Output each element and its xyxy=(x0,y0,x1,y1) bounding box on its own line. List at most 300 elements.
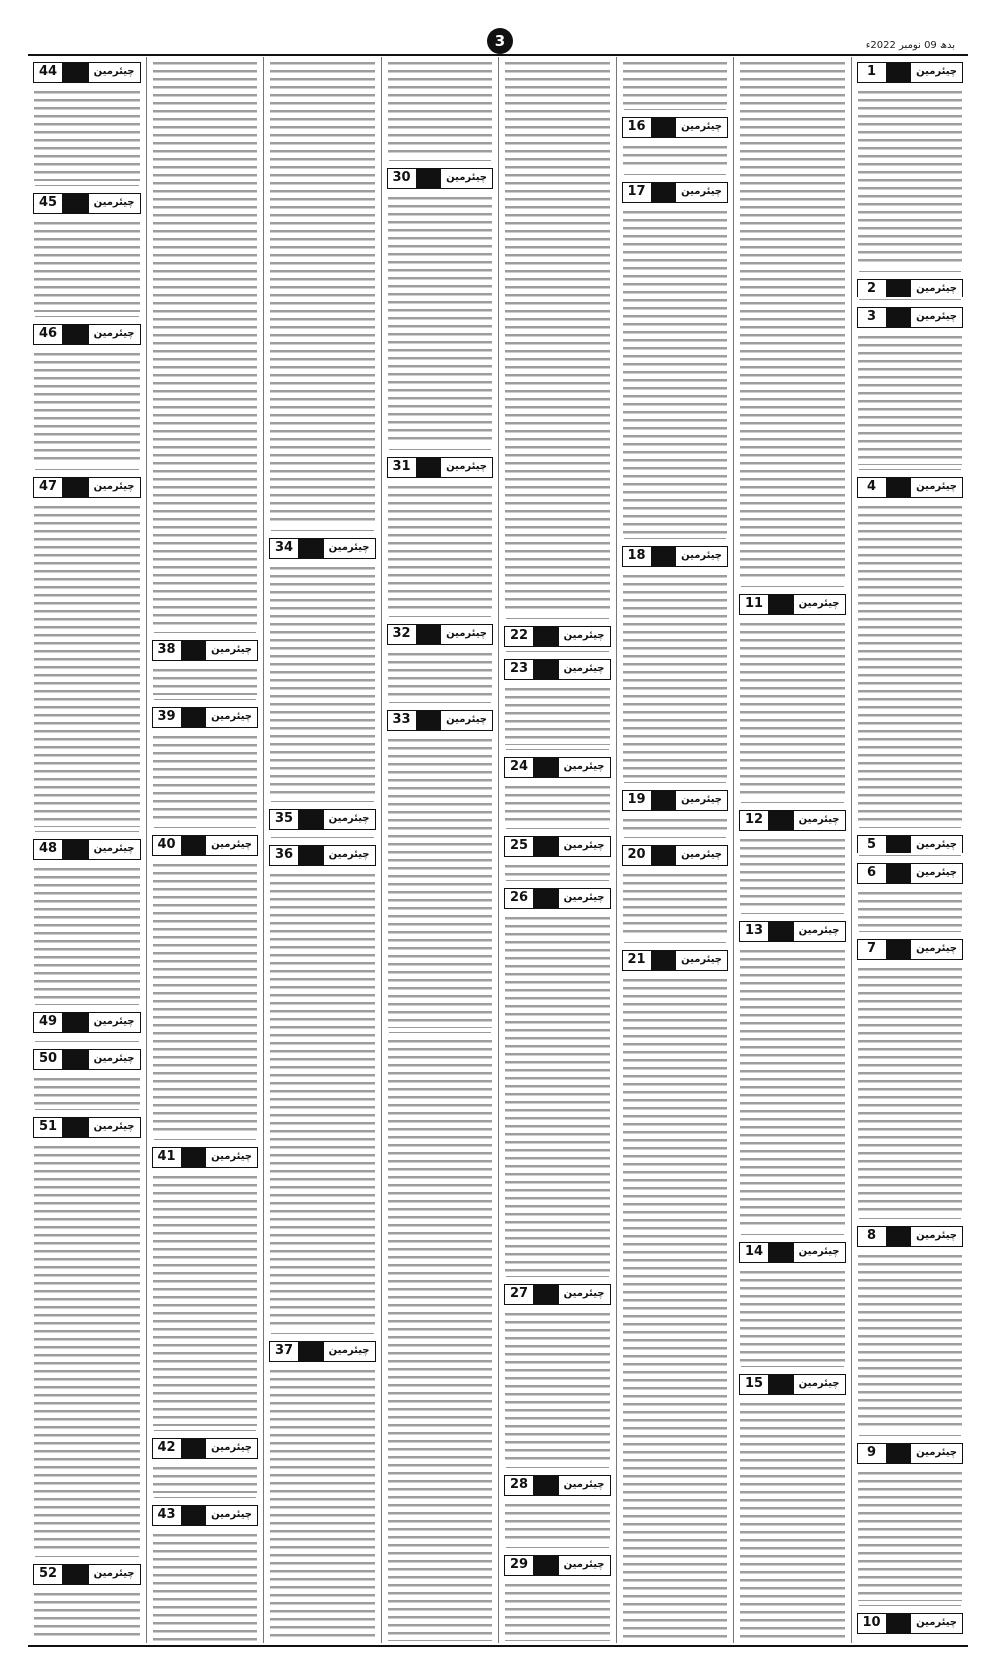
item-17 xyxy=(620,177,731,536)
item-body-text xyxy=(855,86,966,269)
item-number: 31 xyxy=(388,458,417,477)
item-number: 50 xyxy=(34,1050,63,1069)
item-label: چیئرمین xyxy=(916,311,957,323)
item-header-bar xyxy=(887,1444,912,1463)
item-body-text xyxy=(385,192,496,447)
item-label: چیئرمین xyxy=(798,924,840,936)
item-number: 17 xyxy=(623,183,652,202)
item-body-text xyxy=(385,648,496,700)
item-divider xyxy=(389,616,492,617)
bottom-rule xyxy=(28,1645,968,1647)
item-number: 51 xyxy=(34,1118,63,1137)
item-label: چیئرمین xyxy=(681,549,722,561)
item-header-bar xyxy=(299,846,324,865)
item-number: 32 xyxy=(388,625,417,644)
item-38 xyxy=(150,635,261,696)
item-body-text xyxy=(620,869,731,940)
item-body-text xyxy=(620,141,731,172)
item-header xyxy=(269,538,376,559)
item-label: چیئرمین xyxy=(916,1230,957,1242)
item-header xyxy=(504,888,611,909)
item-header-bar xyxy=(182,1148,207,1167)
item-body-text xyxy=(855,1250,966,1433)
item-header-bar xyxy=(652,547,677,566)
item-body-text xyxy=(150,57,261,630)
item-label: چیئرمین xyxy=(211,1150,252,1162)
item-continuation xyxy=(502,57,613,616)
item-26 xyxy=(502,883,613,1274)
item-divider xyxy=(506,651,609,652)
item-header xyxy=(857,835,964,854)
item-body-text xyxy=(855,963,966,1216)
item-divider xyxy=(506,749,609,750)
item-20 xyxy=(620,840,731,940)
item-43 xyxy=(150,1500,261,1643)
item-7 xyxy=(855,934,966,1216)
item-continuation xyxy=(267,57,378,528)
item-header-bar xyxy=(182,708,207,727)
item-body-text xyxy=(31,501,143,830)
item-label: چیئرمین xyxy=(563,891,605,903)
item-label: چیئرمین xyxy=(93,843,135,855)
item-number: 22 xyxy=(505,627,534,646)
item-19 xyxy=(620,785,731,835)
item-body-text xyxy=(737,1266,848,1364)
item-body-text xyxy=(267,562,378,799)
item-divider xyxy=(859,469,962,470)
item-divider xyxy=(389,1032,492,1033)
item-number: 25 xyxy=(505,837,534,856)
item-header xyxy=(857,1443,964,1464)
item-header xyxy=(739,921,846,942)
item-number: 39 xyxy=(153,708,182,727)
item-header xyxy=(387,624,494,645)
item-header xyxy=(387,457,494,478)
column-7 xyxy=(146,57,264,1643)
item-body-text xyxy=(502,57,613,616)
item-divider xyxy=(859,855,962,856)
page-number: 3 xyxy=(487,28,513,54)
item-divider xyxy=(271,801,374,802)
item-divider xyxy=(35,1109,139,1110)
item-divider xyxy=(271,837,374,838)
item-divider xyxy=(35,1004,139,1005)
item-divider xyxy=(154,632,257,633)
item-label: چیئرمین xyxy=(681,185,722,197)
item-37 xyxy=(267,1336,378,1643)
item-header xyxy=(504,836,611,857)
item-header xyxy=(33,193,141,214)
item-divider xyxy=(741,1366,844,1367)
item-number: 42 xyxy=(153,1439,182,1458)
item-header-bar xyxy=(299,1342,324,1361)
item-27 xyxy=(502,1279,613,1465)
item-label: چیئرمین xyxy=(916,1447,957,1459)
item-number: 15 xyxy=(740,1375,769,1394)
item-divider xyxy=(154,827,257,828)
item-number: 33 xyxy=(388,711,417,730)
item-label: چیئرمین xyxy=(93,328,135,340)
item-body-text xyxy=(620,57,731,107)
item-header xyxy=(269,845,376,866)
item-divider xyxy=(741,802,844,803)
top-rule xyxy=(28,54,968,56)
item-header-bar xyxy=(534,660,559,679)
item-body-text xyxy=(855,887,966,929)
item-35 xyxy=(267,804,378,835)
item-body-text xyxy=(385,1035,496,1643)
item-number: 5 xyxy=(858,836,887,854)
item-body-text xyxy=(150,1462,261,1494)
item-divider xyxy=(35,831,139,832)
item-divider xyxy=(271,530,374,531)
item-divider xyxy=(154,1139,257,1140)
item-divider xyxy=(741,586,844,587)
item-body-text xyxy=(31,1141,143,1554)
column-5 xyxy=(381,57,499,1643)
item-number: 30 xyxy=(388,169,417,188)
item-header-bar xyxy=(887,308,912,327)
item-label: چیئرمین xyxy=(916,838,957,850)
item-header-bar xyxy=(534,1556,559,1575)
item-label: چیئرمین xyxy=(681,953,722,965)
item-number: 36 xyxy=(270,846,299,865)
item-body-text xyxy=(502,781,613,827)
item-continuation xyxy=(385,57,496,158)
item-body-text xyxy=(267,1365,378,1643)
item-label: چیئرمین xyxy=(798,598,840,610)
item-label: چیئرمین xyxy=(328,541,370,553)
item-header xyxy=(33,839,141,860)
item-number: 43 xyxy=(153,1506,182,1525)
item-divider xyxy=(859,299,962,300)
item-body-text xyxy=(737,618,848,800)
item-header xyxy=(33,62,141,83)
item-number: 24 xyxy=(505,758,534,777)
item-body-text xyxy=(502,860,613,878)
item-body-text xyxy=(31,1036,143,1039)
item-number: 16 xyxy=(623,118,652,137)
item-header-bar xyxy=(652,846,677,865)
item-51 xyxy=(31,1112,143,1554)
item-number: 19 xyxy=(623,791,652,810)
item-divider xyxy=(154,699,257,700)
item-header xyxy=(857,62,964,83)
item-header-bar xyxy=(887,280,912,298)
item-header-bar xyxy=(652,183,677,202)
item-number: 8 xyxy=(858,1227,887,1246)
item-label: چیئرمین xyxy=(681,794,722,806)
item-label: چیئرمین xyxy=(681,849,722,861)
item-header-bar xyxy=(769,1375,794,1394)
item-header-bar xyxy=(63,1565,89,1584)
item-body-text xyxy=(31,86,143,183)
item-header xyxy=(857,279,964,298)
item-45 xyxy=(31,188,143,314)
item-number: 18 xyxy=(623,547,652,566)
item-number: 48 xyxy=(34,840,63,859)
item-header xyxy=(504,626,611,647)
item-body-text xyxy=(737,1398,848,1643)
item-34 xyxy=(267,533,378,799)
item-label: چیئرمین xyxy=(328,812,370,824)
item-divider xyxy=(35,316,139,317)
item-header-bar xyxy=(534,1476,559,1495)
item-header xyxy=(857,1226,964,1247)
item-header-bar xyxy=(887,478,912,497)
item-48 xyxy=(31,834,143,1002)
item-header-bar xyxy=(534,889,559,908)
item-label: چیئرمین xyxy=(211,838,252,850)
item-divider xyxy=(389,449,492,450)
item-header xyxy=(269,809,376,830)
item-28 xyxy=(502,1470,613,1545)
item-number: 23 xyxy=(505,660,534,679)
item-divider xyxy=(859,931,962,932)
item-body-text xyxy=(31,1073,143,1107)
item-body-text xyxy=(385,481,496,614)
item-divider xyxy=(506,1276,609,1277)
item-label: چیئرمین xyxy=(446,714,487,726)
item-6 xyxy=(855,858,966,929)
item-header-bar xyxy=(534,758,559,777)
item-number: 38 xyxy=(153,641,182,660)
item-header-bar xyxy=(63,325,89,344)
item-header-bar xyxy=(887,1614,912,1633)
item-number: 49 xyxy=(34,1013,63,1032)
item-number: 12 xyxy=(740,811,769,830)
item-header-bar xyxy=(652,951,677,970)
item-36 xyxy=(267,840,378,1331)
item-41 xyxy=(150,1142,261,1429)
item-header-bar xyxy=(887,940,912,959)
item-divider xyxy=(624,174,727,175)
item-label: چیئرمین xyxy=(93,480,135,492)
item-number: 35 xyxy=(270,810,299,829)
item-header-bar xyxy=(652,118,677,137)
item-label: چیئرمین xyxy=(563,1479,605,1491)
column-2 xyxy=(733,57,851,1643)
item-body-text xyxy=(737,834,848,910)
item-label: چیئرمین xyxy=(916,282,957,294)
item-header xyxy=(504,757,611,778)
item-divider xyxy=(859,271,962,272)
item-body-text xyxy=(267,57,378,528)
item-header-bar xyxy=(887,864,912,883)
item-divider xyxy=(624,109,727,110)
item-body-text xyxy=(620,974,731,1643)
item-11 xyxy=(737,589,848,800)
item-number: 2 xyxy=(858,280,887,298)
item-label: چیئرمین xyxy=(93,1053,135,1065)
item-header xyxy=(33,1012,141,1033)
item-body-text xyxy=(150,859,261,1137)
item-label: چیئرمین xyxy=(93,1016,135,1028)
item-body-text xyxy=(502,1499,613,1545)
item-32 xyxy=(385,619,496,700)
item-number: 27 xyxy=(505,1285,534,1304)
item-header-bar xyxy=(63,478,89,497)
item-body-text xyxy=(31,1588,143,1643)
item-body-text xyxy=(31,348,143,466)
item-header-bar xyxy=(534,627,559,646)
item-body-text xyxy=(620,814,731,835)
item-number: 47 xyxy=(34,478,63,497)
item-number: 46 xyxy=(34,325,63,344)
item-number: 28 xyxy=(505,1476,534,1495)
item-14 xyxy=(737,1237,848,1364)
item-number: 4 xyxy=(858,478,887,497)
item-header xyxy=(33,324,141,345)
item-header xyxy=(622,845,729,866)
item-body-text xyxy=(31,863,143,1002)
item-header-bar xyxy=(63,840,89,859)
item-header xyxy=(857,1613,964,1634)
item-header-bar xyxy=(417,458,442,477)
item-number: 7 xyxy=(858,940,887,959)
item-header-bar xyxy=(887,63,912,82)
item-label: چیئرمین xyxy=(211,710,252,722)
item-divider xyxy=(154,1430,257,1431)
item-divider xyxy=(506,880,609,881)
item-number: 11 xyxy=(740,595,769,614)
item-label: چیئرمین xyxy=(211,644,252,656)
page-header xyxy=(0,0,997,52)
item-continuation xyxy=(620,57,731,107)
item-16 xyxy=(620,112,731,172)
item-header-bar xyxy=(182,1506,207,1525)
item-22 xyxy=(502,621,613,649)
item-divider xyxy=(35,1556,139,1557)
item-label: چیئرمین xyxy=(798,1246,840,1258)
item-header-bar xyxy=(887,836,912,854)
item-label: چیئرمین xyxy=(328,848,370,860)
item-header-bar xyxy=(299,539,324,558)
item-header-bar xyxy=(534,1285,559,1304)
item-header xyxy=(152,1438,259,1459)
item-number: 41 xyxy=(153,1148,182,1167)
item-47 xyxy=(31,472,143,830)
item-body-text xyxy=(855,331,966,467)
item-divider xyxy=(35,469,139,470)
item-header xyxy=(33,1049,141,1070)
column-6 xyxy=(263,57,381,1643)
item-divider xyxy=(35,1041,139,1042)
item-label: چیئرمین xyxy=(446,461,487,473)
item-header xyxy=(504,1284,611,1305)
item-2 xyxy=(855,274,966,298)
column-3 xyxy=(616,57,734,1643)
item-header xyxy=(739,594,846,615)
item-number: 44 xyxy=(34,63,63,82)
item-3 xyxy=(855,302,966,467)
item-31 xyxy=(385,452,496,614)
item-44 xyxy=(31,57,143,183)
item-body-text xyxy=(502,912,613,1274)
item-header xyxy=(622,546,729,567)
item-number: 14 xyxy=(740,1243,769,1262)
item-header xyxy=(622,950,729,971)
item-23 xyxy=(502,654,613,747)
item-number: 45 xyxy=(34,194,63,213)
item-body-text xyxy=(620,206,731,536)
item-body-text xyxy=(737,57,848,584)
item-header xyxy=(739,1242,846,1263)
item-8 xyxy=(855,1221,966,1433)
item-label: چیئرمین xyxy=(93,66,135,77)
item-13 xyxy=(737,916,848,1232)
item-39 xyxy=(150,702,261,825)
item-5 xyxy=(855,830,966,854)
item-label: چیئرمین xyxy=(563,760,605,772)
item-49 xyxy=(31,1007,143,1039)
item-42 xyxy=(150,1433,261,1494)
item-label: چیئرمین xyxy=(93,1567,135,1579)
item-body-text xyxy=(502,1308,613,1465)
item-number: 37 xyxy=(270,1342,299,1361)
item-body-text xyxy=(620,570,731,780)
item-continuation xyxy=(737,57,848,584)
item-label: چیئرمین xyxy=(563,1288,605,1300)
item-body-text xyxy=(502,1579,613,1643)
item-header-bar xyxy=(63,194,89,213)
item-18 xyxy=(620,541,731,780)
item-divider xyxy=(389,160,492,161)
item-number: 20 xyxy=(623,846,652,865)
item-label: چیئرمین xyxy=(798,814,840,826)
item-divider xyxy=(741,913,844,914)
item-header-bar xyxy=(769,922,794,941)
item-body-text xyxy=(31,217,143,314)
item-number: 1 xyxy=(858,63,887,82)
item-number: 3 xyxy=(858,308,887,327)
item-header xyxy=(857,477,964,498)
item-number: 52 xyxy=(34,1565,63,1584)
item-number: 40 xyxy=(153,836,182,855)
item-header xyxy=(622,790,729,811)
item-12 xyxy=(737,805,848,910)
item-divider xyxy=(859,827,962,828)
item-label: چیئرمین xyxy=(563,840,605,852)
item-label: چیئرمین xyxy=(93,197,135,209)
item-divider xyxy=(741,1234,844,1235)
item-header-bar xyxy=(63,1118,89,1137)
item-label: چیئرمین xyxy=(563,629,605,641)
item-21 xyxy=(620,945,731,1643)
item-header xyxy=(504,659,611,680)
item-divider xyxy=(35,185,139,186)
item-divider xyxy=(506,618,609,619)
issue-date: بدھ 09 نومبر 2022ء xyxy=(865,40,955,51)
item-body-text xyxy=(855,1637,966,1643)
item-divider xyxy=(859,1605,962,1606)
item-50 xyxy=(31,1044,143,1107)
item-header-bar xyxy=(182,1439,207,1458)
item-header-bar xyxy=(417,711,442,730)
item-divider xyxy=(389,702,492,703)
item-header-bar xyxy=(63,1013,89,1032)
item-header-bar xyxy=(182,836,207,855)
item-body-text xyxy=(737,945,848,1232)
item-label: چیئرمین xyxy=(328,1344,370,1356)
newspaper-columns xyxy=(28,57,968,1643)
item-divider xyxy=(624,782,727,783)
item-10 xyxy=(855,1608,966,1643)
item-body-text xyxy=(385,734,496,1029)
item-divider xyxy=(506,1467,609,1468)
item-header-bar xyxy=(63,63,89,82)
item-header xyxy=(152,1147,259,1168)
